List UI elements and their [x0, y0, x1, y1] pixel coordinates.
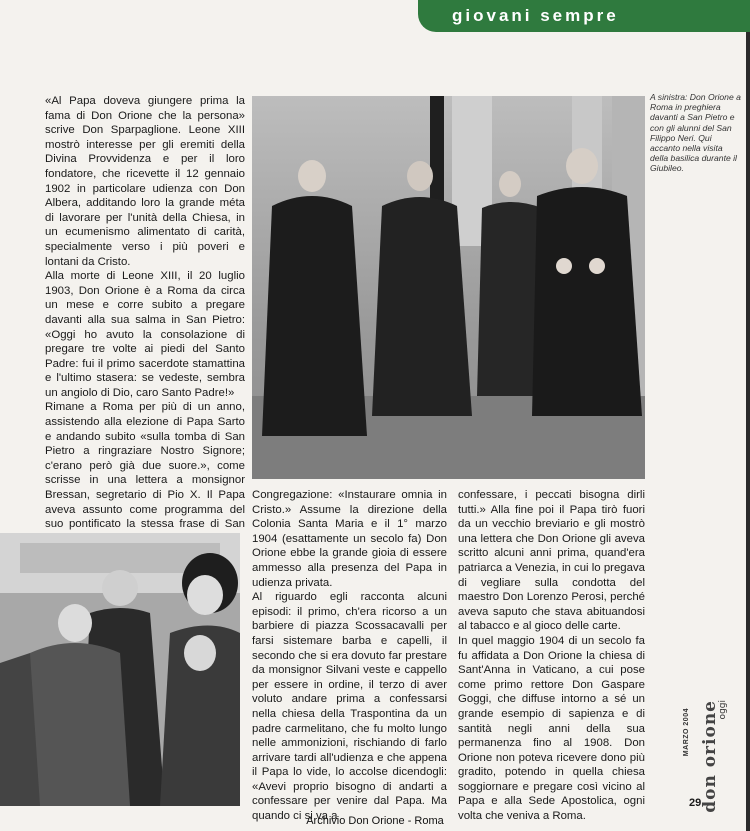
magazine-brand: don orione: [700, 700, 720, 813]
section-title: giovani sempre: [452, 6, 619, 25]
paragraph: Congregazione: «Instaurare omnia in Cristo.» Assume la direzione della Colonia Santa Maria e il 1° marzo 1904 (esattamente un secolo fa) Don Orione ebbe la grande gioia di essere ammesso alla presenza del Papa in udienza privata.: [252, 489, 447, 589]
paragraph: Rimane a Roma per più di un anno, assistendo alla elezione di Papa Sarto e andando subito «sulla tomba di San Pietro a ringraziare Nostro Signore; c'erano però già due suore.», come scrisse in una lettera a monsignor Bressan, segretario di Pio X. Il Papa aveva assunto come programma del suo pontificato la stessa frase di San: [45, 401, 245, 531]
text-column-3: [458, 488, 645, 824]
magazine-date: MARZO 2004: [683, 708, 690, 757]
scan-edge: [746, 0, 750, 831]
paragraph: In quel maggio 1904 di un secolo fa fu affidata a Don Orione la chiesa di Sant'Anna in Vaticano, a cui pose come primo rettore Don Gaspare Goggi, che diffuse intorno a sé un grande esempio di sapienza e di santità negli anni della sua permanenza fino al 1908. Don Orione non poteva ricevere dono più gradito, potendo in quella chiesa soggiornare e pregare così vicino al Papa e alla Sede Apostolica, ogni volta che veniva a Roma.: [458, 634, 645, 823]
page-number: 29: [689, 797, 702, 809]
paragraph: «Al Papa doveva giungere prima la fama di Don Orione che la persona» scrive Don Sparpaglione. Leone XIII mostrò interesse per gli eremiti della Divina Provvidenza e per il loro fondatore, che ricevette il 12 gennaio 1902 in particolare udienza con Don Albera, additando loro la grande méta di lavorare per l'unità della Chiesa, in un ecumenismo alimentato di carità, specialmente verso i più poveri e lontani da Cristo.: [45, 95, 245, 268]
paragraph: confessare, i peccati bisogna dirli tutti.» Alla fine poi il Papa tirò fuori da un vecchio breviario e gli mostrò una lettera che Don Orione gli aveva scritto alcuni anni prima, quand'era patriarca a Venezia, in cui lo pregava di vegliare sulla condotta del maestro Don Lorenzo Perosi, perché aveva saputo che stava abituandosi al tabacco e al gioco delle carte.: [458, 489, 645, 633]
text-column-1: [45, 94, 245, 546]
photo-caption: A sinistra: Don Orione a Roma in preghiera davanti a San Pietro e con gli alunni del San Filippo Neri. Qui accanto nella visita della basilica durante il Giubileo.: [650, 92, 741, 174]
text-column-2: [252, 488, 447, 824]
archive-footer: Archivio Don Orione - Roma: [306, 815, 444, 827]
paragraph: Alla morte di Leone XIII, il 20 luglio 1903, Don Orione è a Roma da circa un mese e corre subito a pregare davanti alla sua salma in San Pietro: «Oggi ho avuto la consolazione di pregare tre volte ai piedi del Santo Padre: fui il primo sacerdote stamattina e l'ultimo stasera: se vedeste, sembra un angiolo di Dio, caro Santo Padre!»: [45, 270, 245, 399]
photo-crowd-jubilee: [0, 533, 240, 806]
magazine-oggi: oggi: [718, 700, 728, 720]
photo-priests-procession: [252, 96, 645, 479]
paragraph: Al riguardo egli racconta alcuni episodi: il primo, ch'era ricorso a un barbiere di piazza Scossacavalli per farsi sistemare barba e capelli, il secondo che si era dovuto far prestare da monsignor Silvani veste e cappello per essere in ordine, il terzo di aver voluto andare prima a confessarsi nella chiesa della Traspontina da un padre carmelitano, che fu molto lungo nelle ammonizioni, rischiando di farlo arrivare tardi all'udienza e che appena il Papa lo vide, lo accolse dicendogli: «Avevi proprio bisogno di andarti a confessare per venire dal Papa. Ma quando ci si va a: [252, 591, 447, 823]
